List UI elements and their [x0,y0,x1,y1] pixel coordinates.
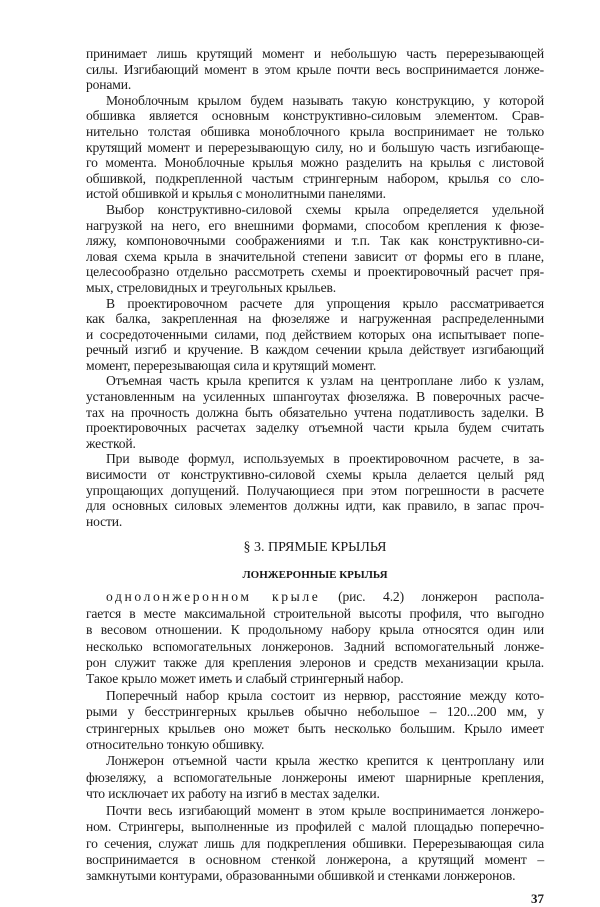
text-line [86,327,544,343]
paragraph [86,373,544,451]
line-text: го сечения, служат лишь для подкрепления обшивки. Перерезывающая сила [86,835,544,851]
text-line [86,155,544,171]
text-line [86,77,544,93]
paragraph [86,688,544,754]
text-line [86,186,544,202]
line-text: ном. Стрингеры, выполненные из профилей с малой площадью поперечно- [86,819,544,835]
line-text: рыми у бесстрингерных крыльев обычно небольшое – 120...200 мм, у [86,704,544,720]
text-line [86,721,544,737]
spaced-term: однолонжеронном крыле [106,589,321,605]
text-line [86,373,544,389]
text-line [86,249,544,265]
line-text: относительно тонкую обшивку. [86,737,265,753]
line-text: что исключает их работу на изгиб в местах заделки. [86,786,380,802]
line-text: упрощающих допущений. Получающиеся при этом погрешности в расчете [86,482,544,498]
text-line [86,753,544,769]
text-line [86,671,544,687]
text-line [86,93,544,109]
line-text: тах на прочность должна быть обязательно учтена податливость заделки. В [86,404,544,420]
text-line [86,852,544,868]
line-text: Отъемная часть крыла крепится к узлам на центроплане либо к узлам, [106,373,544,389]
line-text: ности. [86,513,123,529]
text-line [86,514,544,530]
paragraph [86,202,544,296]
text-line [86,405,544,421]
text-line [86,704,544,720]
line-text: (рис. 4.2) лонжерон распола- [338,589,544,605]
line-text: го момента. Моноблочные крылья можно разделить на крылья с листовой [86,155,544,171]
line-text: ляжу, компоновочными соображениями и т.п. Так как конструктивно-си- [86,233,544,249]
upper-text [86,46,544,529]
text-line [86,639,544,655]
text-line [86,342,544,358]
line-text: силы. Изгибающий момент в этом крыле почти весь воспринимается лонже- [86,61,544,77]
line-text: целесообразно отдельно рассмотреть схемы и проектировочный расчет пря- [86,264,544,280]
line-text: В проектировочном расчете для упрощения крыло рассматривается [106,295,544,311]
paragraph [86,451,544,529]
line-text: жесткой. [86,435,136,451]
text-line [86,62,544,78]
text-line [86,171,544,187]
document-page [86,46,544,907]
line-text: воспринимается в основном стенкой лонжерона, а крутящий момент – [86,851,544,867]
text-line [86,622,544,638]
text-line [86,420,544,436]
text-line [86,483,544,499]
line-text: ловая схема крыла в значительной степени зависит от формы его в плане, [86,248,544,264]
page-number: 37 [531,890,544,906]
text-line [86,467,544,483]
line-text: нительно толстая обшивка моноблочного крыла воспринимает не только [86,123,544,139]
text-line [86,436,544,452]
line-text: истой обшивкой и крылья с монолитными панелями. [86,186,386,202]
text-line [86,233,544,249]
line-text: Почти весь изгибающий момент в этом крыле воспринимается лонжеро- [106,802,544,818]
text-line [86,280,544,296]
text-line [86,819,544,835]
text-line [86,589,544,605]
line-text: установленным на усиленных шпангоутах фюзеляжа. В поверочных расче- [86,389,544,405]
text-line [86,202,544,218]
lower-text [86,589,544,884]
text-line [86,358,544,374]
paragraph [86,46,544,93]
line-text: крутящий момент и перерезывающую силу, но и большую часть изгибающе- [86,139,544,155]
line-text: для основных силовых элементов должны идти, как правило, в запас проч- [86,498,544,514]
paragraph [86,803,544,885]
line-text: Моноблочным крылом будем называть такую конструкцию, у которой [106,92,544,108]
line-text: обшивка является основным конструктивно-силовым элементом. Срав- [86,108,544,124]
line-text: замкнутыми контурами, образованными обшивкой и стенками лонжеронов. [86,868,516,884]
line-text: стрингерных крыльев оно может быть несколько большим. Крыло имеет [86,720,544,736]
line-text: обшивкой, подкрепленной частым стрингерным набором, крылья со сло- [86,170,544,186]
text-line [86,451,544,467]
line-text: момент, перерезывающая сила и крутящий момент. [86,357,377,373]
text-line [86,836,544,852]
line-text: При выводе формул, используемых в проектировочном расчете, в за- [106,451,544,467]
text-line [86,868,544,884]
text-line [86,264,544,280]
text-line [86,770,544,786]
text-line [86,688,544,704]
line-text: Поперечный набор крыла состоит из нервюр, расстояние между кото- [106,687,544,703]
text-line [86,737,544,753]
text-line [86,140,544,156]
section-heading: § 3. ПРЯМЫЕ КРЫЛЬЯ [243,540,387,556]
text-line [86,108,544,124]
line-text: Выбор конструктивно-силовой схемы крыла определяется удельной [106,201,544,217]
line-text: как балка, закрепленная на фюзеляже и нагруженная распределенными [86,311,544,327]
line-text: проектировочных расчетах заделку отъемной части крыла будем считать [86,420,544,436]
text-line [86,46,544,62]
line-text: несколько вспомогательных лонжеронов. Задний вспомогательный лонже- [86,638,544,654]
line-text: висимости от конструктивно-силовой схемы крыла делается целый ряд [86,467,544,483]
line-text: Такое крыло может иметь и слабый стрингерный набор. [86,671,404,687]
paragraph [86,296,544,374]
text-line [86,218,544,234]
text-line [86,803,544,819]
line-text: мых, стреловидных и треугольных крыльев. [86,279,336,295]
subsection-heading: ЛОНЖЕРОННЫЕ КРЫЛЬЯ [242,569,388,582]
line-text: гается в месте максимальной строительной высоты профиля, что выгодно [86,605,544,621]
text-line [86,606,544,622]
paragraph [86,589,544,687]
text-line [86,786,544,802]
paragraph [86,753,544,802]
text-line [86,311,544,327]
line-text: ронами. [86,77,132,93]
line-text: и сосредоточенными силами, под действием которых она испытывает попе- [86,326,544,342]
line-text: фюзеляжу, а вспомогательные лонжероны имеют шарнирные крепления, [86,769,544,785]
paragraph [86,93,544,202]
text-line [86,498,544,514]
line-text: принимает лишь крутящий момент и небольшую часть перерезывающей [86,46,544,61]
text-line [86,389,544,405]
line-text: Лонжерон отъемной части крыла жестко крепится к центроплану или [106,753,544,769]
line-text: нагрузкой на него, его внешними формами, способом крепления к фюзе- [86,217,544,233]
text-line [86,655,544,671]
text-line [86,124,544,140]
line-text: рон служит также для крепления элеронов и средств механизации крыла. [86,655,544,671]
line-text: речный изгиб и кручение. В каждом сечении крыла действует изгибающий [86,342,544,358]
text-line [86,296,544,312]
line-text: в весовом отношении. К продольному набору крыла относятся один или [86,622,544,638]
